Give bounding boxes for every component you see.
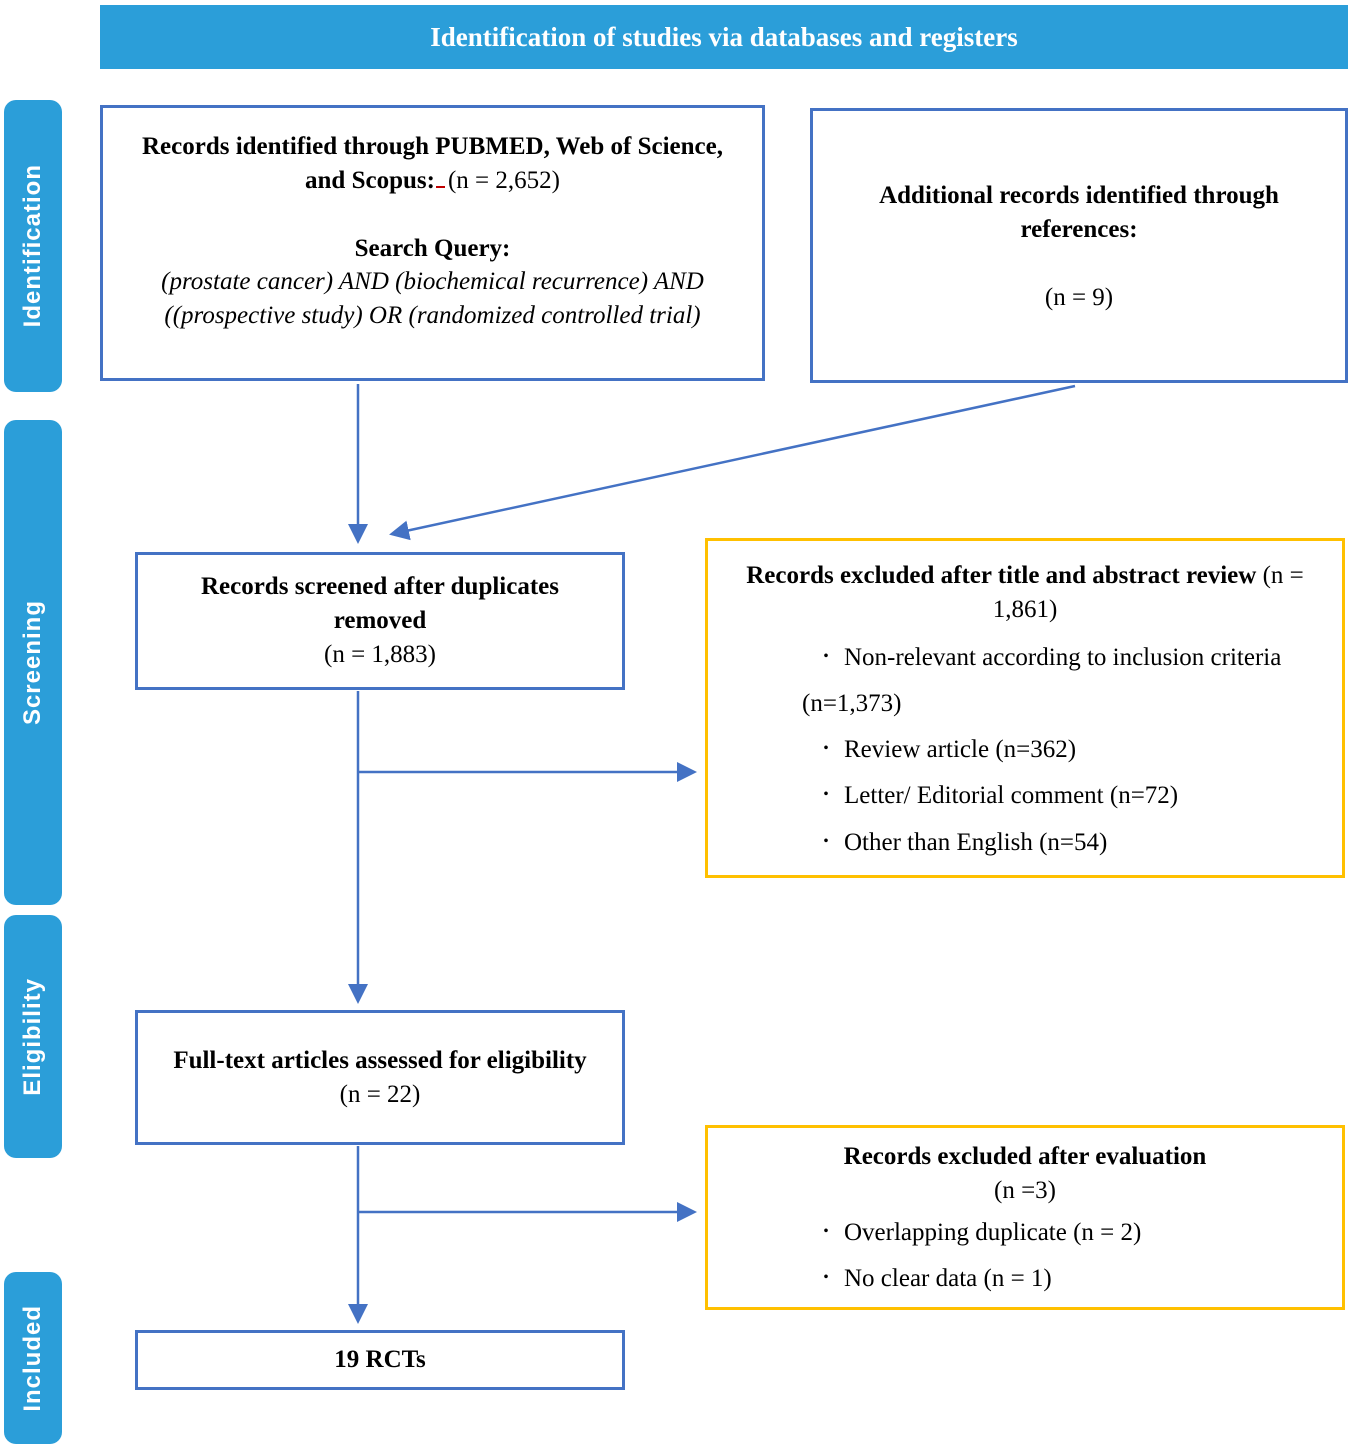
records-identified-count: (n = 2,652)	[447, 166, 560, 194]
records-screened-count: (n = 1,883)	[324, 640, 436, 668]
arrow-additional-to-screened	[392, 386, 1075, 534]
excluded-reason: Other than English (n=54)	[844, 828, 1108, 856]
stage-label-included-text: Included	[19, 1304, 46, 1412]
excluded-title-abstract-count: (n = 1,861)	[992, 562, 1304, 623]
fulltext-assessed-box	[135, 1010, 625, 1145]
additional-records-title: Additional records identified through references:	[879, 181, 1279, 243]
list-item	[730, 1256, 1320, 1302]
excluded-reason: Non-relevant according to inclusion criteria (n=1,373)	[802, 643, 1282, 717]
header-title: Identification of studies via databases and registers	[430, 21, 1018, 52]
fulltext-assessed-title: Full-text articles assessed for eligibility	[173, 1046, 587, 1074]
list-item	[730, 727, 1320, 773]
search-query-label: Search Query:	[354, 234, 511, 262]
search-query-text: (prostate cancer) AND (biochemical recurrence) AND ((prospective study) OR (randomized controlled trial)	[161, 268, 704, 329]
excluded-reason: No clear data (n = 1)	[844, 1264, 1052, 1292]
stage-label-identification	[4, 100, 62, 392]
list-item	[730, 820, 1320, 866]
stage-label-screening	[4, 420, 62, 905]
excluded-evaluation-box	[705, 1125, 1345, 1310]
bullet-icon: ・	[816, 1266, 836, 1289]
stage-label-eligibility-text: Eligibility	[19, 977, 46, 1096]
excluded-evaluation-list	[730, 1210, 1320, 1303]
excluded-title-abstract-box	[705, 538, 1345, 878]
list-item	[730, 1210, 1320, 1256]
stage-label-included	[4, 1272, 62, 1444]
bullet-icon: ・	[816, 830, 836, 853]
records-identified-title-text: Records identified through PUBMED, Web of Science, and Scopus:	[141, 133, 723, 194]
included-final-title: 19 RCTs	[334, 1346, 426, 1373]
fulltext-assessed-count: (n = 22)	[339, 1080, 421, 1108]
excluded-evaluation-count: (n =3)	[994, 1176, 1056, 1204]
edit-mark	[436, 174, 445, 188]
stage-label-screening-text: Screening	[19, 599, 46, 726]
stage-label-identification-text: Identification	[19, 164, 46, 328]
additional-records-box	[810, 108, 1348, 383]
records-screened-box	[135, 552, 625, 690]
records-identified-title	[131, 130, 734, 198]
excluded-title-abstract-title-text: Records excluded after title and abstract review	[746, 562, 1257, 589]
included-final-box	[135, 1330, 625, 1390]
header-banner	[100, 5, 1348, 69]
excluded-evaluation-title: Records excluded after evaluation	[843, 1143, 1207, 1170]
excluded-reason: Overlapping duplicate (n = 2)	[844, 1218, 1142, 1246]
bullet-icon: ・	[816, 1220, 836, 1243]
stage-label-eligibility	[4, 915, 62, 1158]
excluded-reason: Review article (n=362)	[844, 736, 1077, 763]
list-item	[730, 635, 1320, 728]
list-item	[730, 773, 1320, 819]
excluded-reason: Letter/ Editorial comment (n=72)	[844, 782, 1179, 810]
bullet-icon: ・	[816, 645, 836, 668]
additional-records-count: (n = 9)	[1044, 284, 1114, 312]
records-screened-title: Records screened after duplicates removed	[200, 573, 560, 635]
excluded-title-abstract-list	[730, 635, 1320, 866]
excluded-title-abstract-title	[730, 559, 1320, 627]
bullet-icon: ・	[816, 738, 836, 760]
records-identified-box	[100, 105, 765, 381]
bullet-icon: ・	[816, 784, 836, 807]
